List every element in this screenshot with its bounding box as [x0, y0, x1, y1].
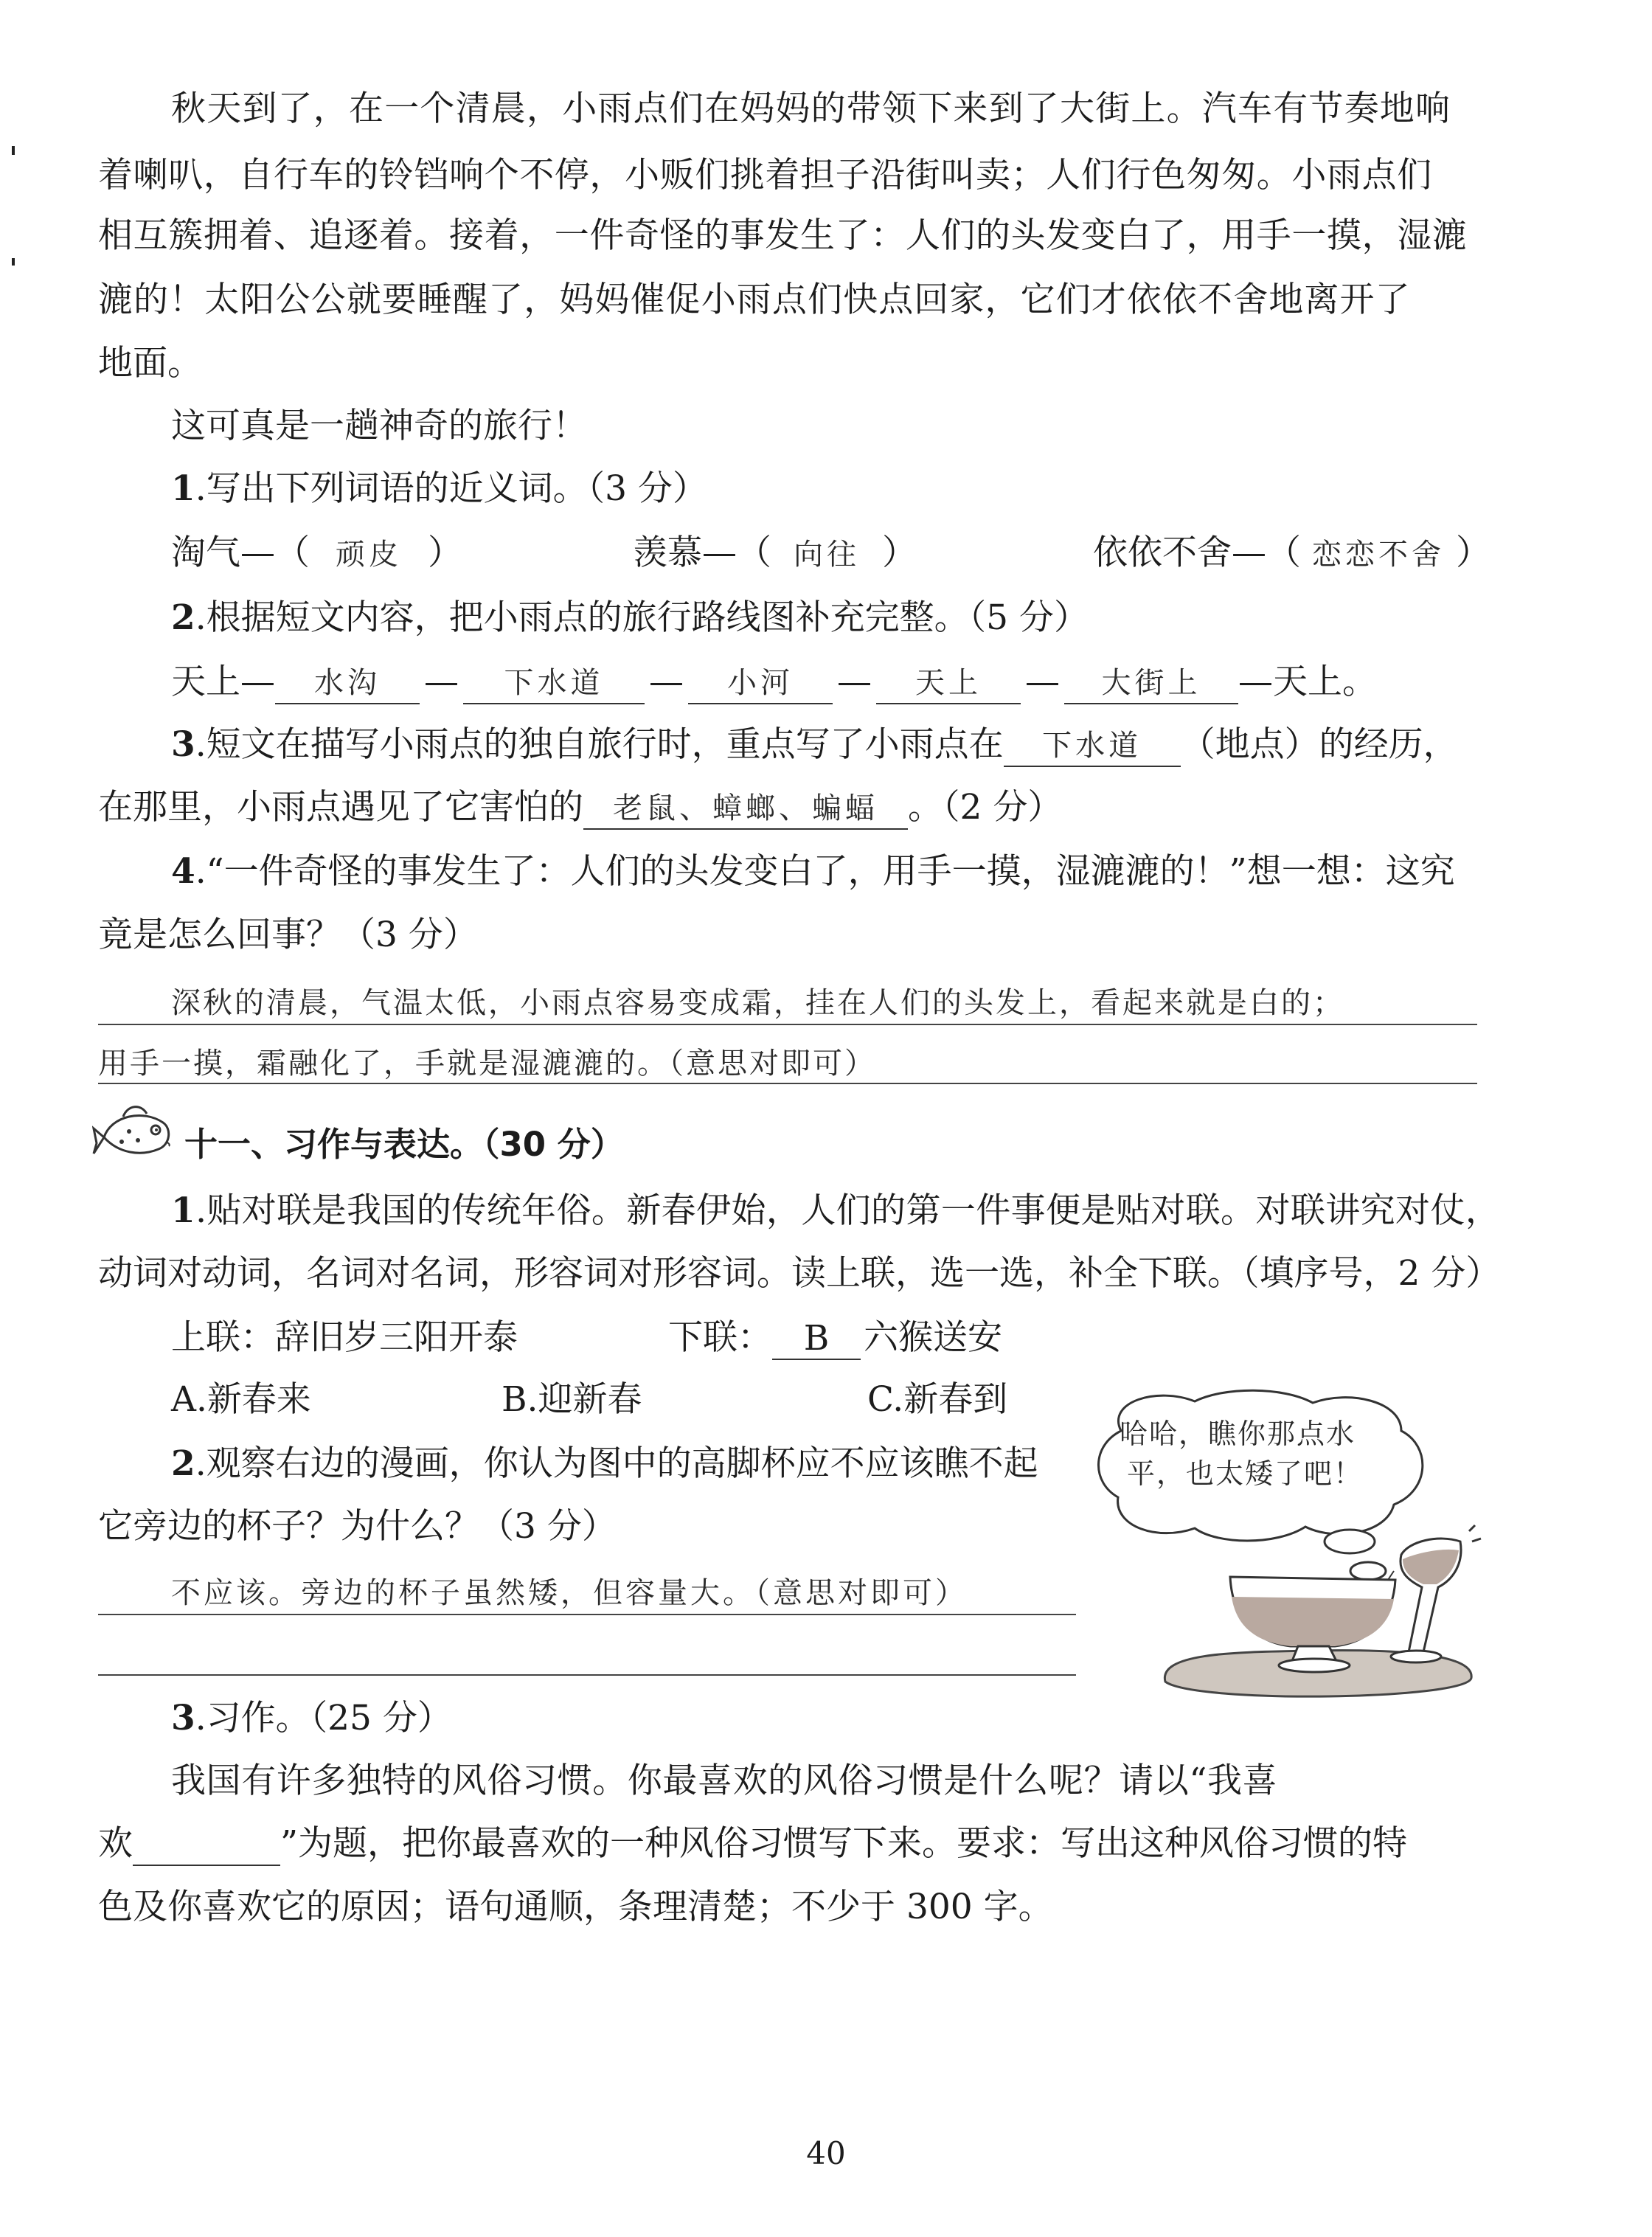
speech-bubble-text: 平，也太矮了吧！ [1127, 1457, 1364, 1490]
route-start: 天上— [171, 662, 275, 702]
essay-prompt-cont [98, 1822, 1407, 1866]
question-number: 3 [171, 724, 195, 765]
option-b: B.迎新春 [502, 1379, 642, 1420]
question-text: 。（2 分） [908, 787, 1063, 828]
question-1 [171, 467, 707, 511]
synonym-close: ） [882, 533, 917, 573]
answer-rule [98, 1614, 1076, 1615]
question-text: （地点）的经历， [1180, 724, 1458, 765]
route-blank: 水沟 [275, 663, 420, 704]
question-3 [171, 723, 1458, 767]
question-text: .短文在描写小雨点的独自旅行时，重点写了小雨点在 [195, 724, 1004, 765]
question-text: .根据短文内容，把小雨点的旅行路线图补充完整。（5 分） [195, 597, 1089, 638]
route-blank: 下水道 [463, 663, 645, 704]
question-number: 1 [171, 1190, 196, 1231]
margin-mark [12, 146, 15, 155]
passage-line: 着喇叭，自行车的铃铛响个不停，小贩们挑着担子沿街叫卖；人们行色匆匆。小雨点们 [98, 155, 1432, 195]
synonym-close: ） [1456, 533, 1490, 573]
synonym-answer: 向往 [794, 538, 860, 572]
location-blank: 下水道 [1004, 726, 1181, 767]
essay-text: ”为题，把你最喜欢的一种风俗习惯写下来。要求：写出这种风俗习惯的特 [280, 1823, 1408, 1864]
passage-line: 秋天到了，在一个清晨，小雨点们在妈妈的带领下来到了大街上。汽车有节奏地响 [171, 89, 1451, 129]
couplet-lower [668, 1316, 1002, 1360]
answer-line: 深秋的清晨，气温太低，小雨点容易变成霜，挂在人们的头发上，看起来就是白的； [171, 986, 1344, 1020]
route-blank: 大街上 [1064, 663, 1238, 704]
essay-prompt: 我国有许多独特的风俗习惯。你最喜欢的风俗习惯是什么呢？请以“我喜 [171, 1761, 1278, 1801]
couplet-blank: B [772, 1319, 861, 1360]
question-number: 3 [171, 1698, 195, 1738]
writing-question-3 [171, 1696, 452, 1741]
answer-line: 用手一摸，霜融化了，手就是湿漉漉的。（意思对即可） [98, 1047, 876, 1081]
answer-rule [98, 1083, 1477, 1084]
route-blank: 小河 [688, 663, 833, 704]
question-number: 2 [171, 597, 195, 638]
synonym-item [171, 531, 462, 577]
route-end: —天上。 [1238, 662, 1377, 702]
question-number: 1 [171, 468, 195, 509]
writing-question-1-cont: 动词对动词，名词对名词，形容词对形容词。读上联，选一选，补全下联。（填序号，2 分） [98, 1253, 1501, 1294]
question-4-cont: 竟是怎么回事？（3 分） [98, 915, 478, 955]
animals-blank: 老鼠、蟑螂、蝙蝠 [583, 788, 908, 830]
fish-icon [92, 1099, 181, 1165]
route-sep: — [837, 662, 872, 702]
synonym-answer: 顽皮 [336, 538, 402, 572]
question-2 [171, 596, 1089, 640]
question-text: .习作。（25 分） [195, 1698, 452, 1738]
synonym-word: 羡慕—（ [633, 533, 771, 573]
question-text: .观察右边的漫画，你认为图中的高脚杯应不应该瞧不起 [195, 1443, 1038, 1484]
passage-line: 漉的！太阳公公就要睡醒了，妈妈催促小雨点们快点回家，它们才依依不舍地离开了 [98, 280, 1411, 320]
route-sep: — [649, 662, 684, 702]
passage-closing: 这可真是一趟神奇的旅行！ [171, 406, 587, 446]
essay-text: 欢 [98, 1823, 133, 1864]
speech-bubble-text: 哈哈，瞧你那点水 [1120, 1418, 1356, 1450]
couplet-lower-label: 下联： [668, 1317, 772, 1358]
question-number: 4 [171, 851, 195, 892]
synonym-word: 淘气—（ [171, 533, 310, 573]
synonym-item [1093, 531, 1490, 577]
question-text: .贴对联是我国的传统年俗。新春伊始，人们的第一件事便是贴对联。对联讲究对仗， [195, 1190, 1501, 1231]
essay-prompt-cont: 色及你喜欢它的原因；语句通顺，条理清楚；不少于 300 字。 [98, 1887, 1053, 1927]
writing-question-1 [171, 1189, 1500, 1233]
couplet-upper: 上联：辞旧岁三阳开泰 [171, 1317, 518, 1358]
answer-rule [98, 1024, 1477, 1025]
page-number: 40 [806, 2135, 846, 2171]
route-sep: — [1025, 662, 1060, 702]
route-line [171, 660, 1377, 704]
writing-question-2 [171, 1442, 1038, 1486]
section-title: 十一、习作与表达。（30 分） [184, 1125, 624, 1164]
question-text: .“一件奇怪的事发生了：人们的头发变白了，用手一摸，湿漉漉的！”想一想：这究 [195, 851, 1455, 892]
couplet-lower-text: 六猴送安 [864, 1317, 1002, 1358]
answer-line: 不应该。旁边的杯子虽然矮，但容量大。（意思对即可） [171, 1576, 968, 1610]
question-text: .写出下列词语的近义词。（3 分） [195, 468, 707, 509]
question-text: 在那里，小雨点遇见了它害怕的 [98, 787, 583, 828]
option-c: C.新春到 [867, 1379, 1008, 1420]
option-a: A.新春来 [171, 1379, 311, 1420]
synonym-close: ） [428, 533, 462, 573]
question-4 [171, 850, 1455, 894]
passage-line: 相互簇拥着、追逐着。接着，一件奇怪的事发生了：人们的头发变白了，用手一摸，湿漉 [98, 215, 1468, 256]
answer-rule [98, 1674, 1076, 1676]
writing-question-2-cont: 它旁边的杯子？为什么？（3 分） [98, 1506, 617, 1547]
synonym-word: 依依不舍—（ [1093, 533, 1301, 573]
title-blank [133, 1825, 280, 1866]
route-blank: 天上 [876, 663, 1021, 704]
passage-line: 地面。 [98, 343, 202, 384]
synonym-item [633, 531, 917, 577]
question-number: 2 [171, 1443, 195, 1484]
question-3-cont [98, 785, 1062, 830]
margin-mark [12, 258, 15, 266]
route-sep: — [424, 662, 459, 702]
synonym-answer: 恋恋不舍 [1312, 538, 1445, 572]
